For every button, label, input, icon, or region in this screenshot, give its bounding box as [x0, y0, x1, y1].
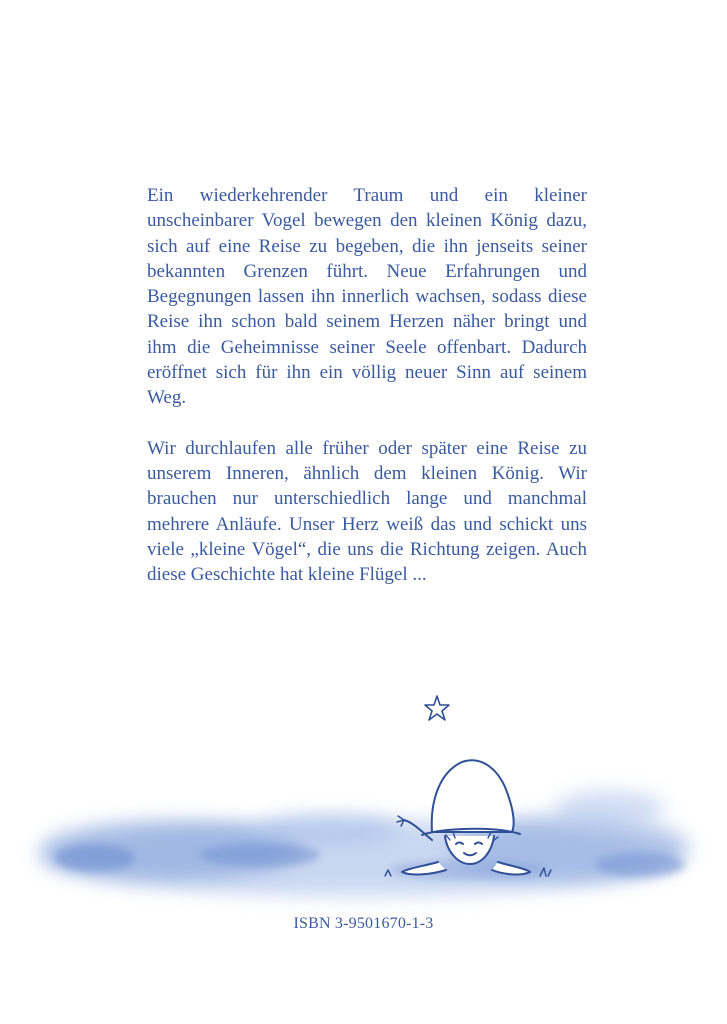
blurb-paragraph-1: Ein wiederkehrender Traum und ein kleiner unscheinbarer Vogel bewegen den kleinen König dazu, sich auf eine Reise zu begeben, die ihn jenseits seiner bekannten Grenzen führt. Neue Erfahrungen und Begegnungen lassen ihn innerlich wachsen, sodass diese Reise ihn schon bald seinem Herzen näher bringt und ihm die Geheimnisse seiner Seele offenbart. Dadurch eröffnet sich für ihn ein völlig neuer Sinn auf seinem Weg.: [147, 185, 587, 409]
blurb-text: [147, 183, 587, 587]
watercolor-illustration: [0, 680, 727, 920]
watercolor-wash: [40, 790, 690, 896]
isbn-label: ISBN 3-9501670-1-3: [293, 915, 434, 932]
star-icon: [425, 696, 449, 720]
blurb-paragraph-2: Wir durchlaufen alle früher oder später eine Reise zu unserem Inneren, ähnlich dem kleinen König. Wir brauchen nur unterschiedlich lange und manchmal mehrere Anläufe. Unser Herz weiß das und schickt uns viele „kleine Vögel“, die uns die Richtung zeigen. Auch diese Geschichte hat kleine Flügel ...: [147, 437, 587, 586]
